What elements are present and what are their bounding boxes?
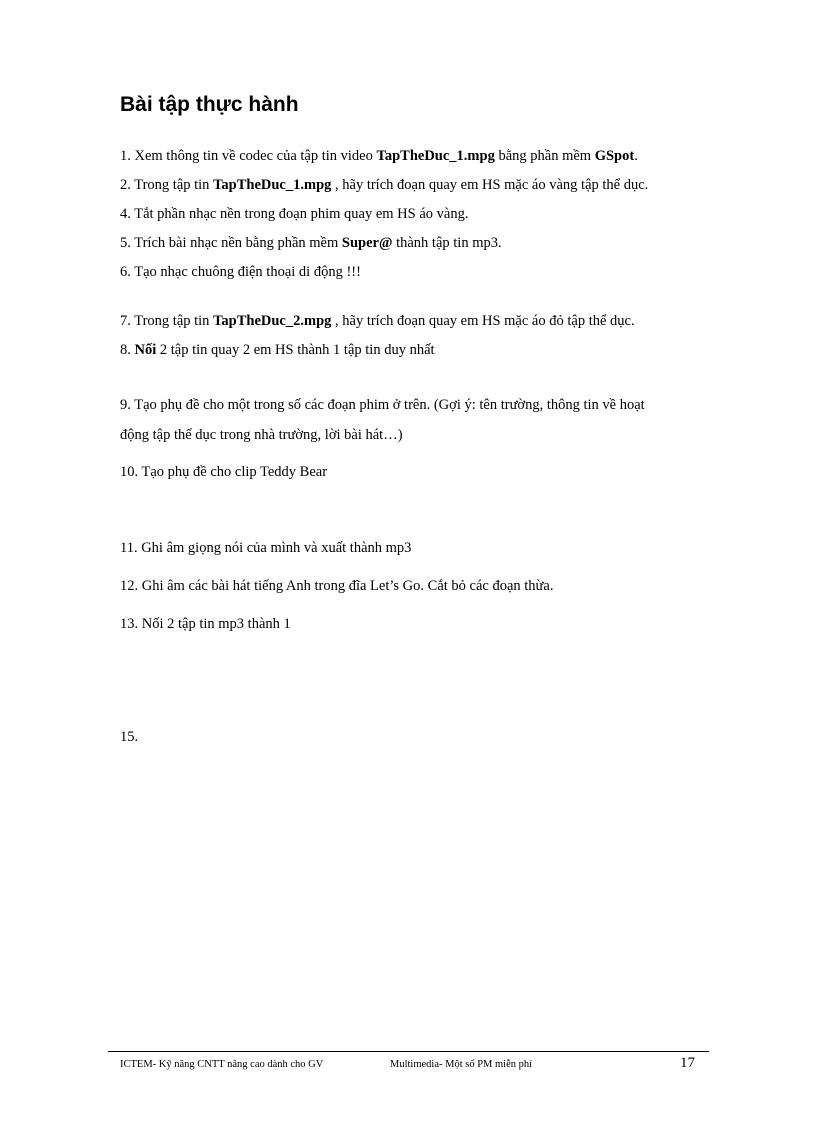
exercise-9-line-2: động tập thể dục trong nhà trường, lời bài hát…) <box>120 427 403 443</box>
exercise-9-line-1: 9. Tạo phụ đề cho một trong số các đoạn phim ở trên. (Gợi ý: tên trường, thông tin về hoạt <box>120 397 645 413</box>
exercise-11: 11. Ghi âm giọng nói của mình và xuất thành mp3 <box>120 540 412 556</box>
footer-left-text: ICTEM- Kỹ năng CNTT nâng cao dành cho GV <box>120 1059 324 1070</box>
exercise-15: 15. <box>120 729 139 745</box>
exercise-2: 2. Trong tập tin TapTheDuc_1.mpg , hãy trích đoạn quay em HS mặc áo vàng tập thể dục. <box>120 177 649 193</box>
exercise-6: 6. Tạo nhạc chuông điện thoại di động !!! <box>120 264 361 280</box>
exercise-4: 4. Tắt phần nhạc nền trong đoạn phim quay em HS áo vàng. <box>120 206 469 222</box>
page-title: Bài tập thực hành <box>120 93 299 116</box>
exercise-12: 12. Ghi âm các bài hát tiếng Anh trong đĩa Let’s Go. Cắt bỏ các đoạn thừa. <box>120 578 554 594</box>
exercise-13: 13. Nối 2 tập tin mp3 thành 1 <box>120 616 291 632</box>
exercise-7: 7. Trong tập tin TapTheDuc_2.mpg , hãy trích đoạn quay em HS mặc áo đỏ tập thể dục. <box>120 313 635 329</box>
exercise-10: 10. Tạo phụ đề cho clip Teddy Bear <box>120 464 328 480</box>
footer-divider <box>108 1051 709 1052</box>
exercise-8: 8. Nối 2 tập tin quay 2 em HS thành 1 tập tin duy nhất <box>120 342 435 358</box>
exercise-1: 1. Xem thông tin về codec của tập tin video TapTheDuc_1.mpg bằng phần mềm GSpot. <box>120 148 638 164</box>
footer-center-text: Multimedia- Một số PM miễn phí <box>390 1059 533 1070</box>
exercise-5: 5. Trích bài nhạc nền bằng phần mềm Super@ thành tập tin mp3. <box>120 235 502 251</box>
page-number: 17 <box>680 1055 695 1071</box>
